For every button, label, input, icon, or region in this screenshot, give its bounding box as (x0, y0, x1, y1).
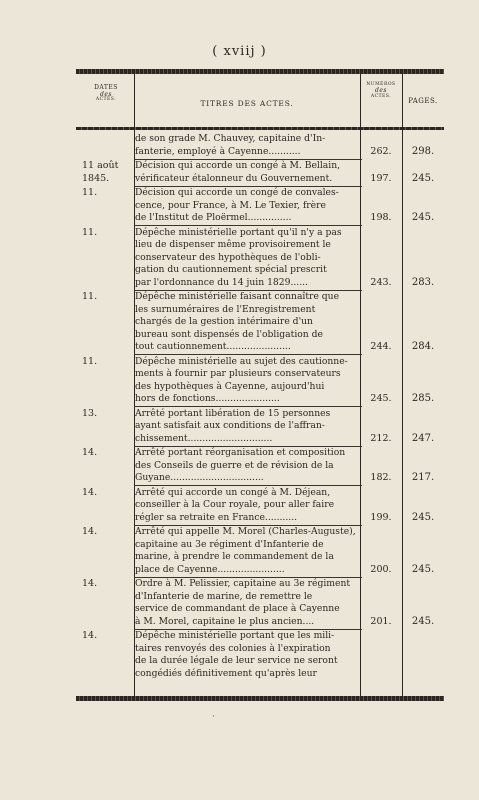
entry-date-line: 11. (82, 226, 98, 238)
table-row (76, 356, 444, 406)
entry-title-line: bureau sont dispensés de l'obligation de (135, 328, 323, 340)
entry-title-line: Dépêche ministérielle au sujet des cautionne- (135, 355, 348, 367)
index-table (76, 69, 444, 703)
entry-title (135, 578, 359, 628)
entry-title-line: service de commandant de place à Cayenne (135, 603, 340, 614)
entry-title (135, 227, 359, 290)
header-numeros-actes: ACTES. (370, 93, 392, 99)
entry-page: 298. (411, 145, 435, 157)
entry-title-line: Dépêche ministérielle portant que les mili- (135, 630, 335, 641)
entry-numero: 212. (370, 432, 392, 444)
bottom-rule (76, 696, 444, 701)
entry-title-line: ayant satisfait aux conditions de l'affran- (135, 420, 325, 431)
header-dates-actes: ACTES. (95, 97, 117, 103)
entry-title-line: d'Infanterie de marine, de remettre le (135, 590, 313, 602)
entry-page: 284. (411, 341, 435, 352)
entry-date-line: 11. (82, 187, 98, 198)
header-titres: TITRES DES ACTES. (200, 99, 294, 108)
entry-title (135, 447, 359, 485)
entry-title-line: Arrêté qui accorde un congé à M. Déjean, (135, 486, 331, 498)
entry-title-line: marine, à prendre le commandement de la (135, 551, 334, 562)
entry-title (135, 160, 359, 185)
entry-title-line: à M. Morel, capitaine le plus ancien.... (135, 615, 315, 627)
header-rule (76, 127, 444, 130)
header-dates-des: des (100, 90, 112, 98)
entry-title-line: régler sa retraite en France........... (135, 511, 298, 523)
entry-title-line: taires renvoyés des colonies à l'expiration (135, 642, 331, 654)
entry-title-line: par l'ordonnance du 14 juin 1829...... (135, 276, 308, 288)
entry-title-line: chissement............................. (135, 432, 273, 444)
entry-title-line: Décision qui accorde un congé à M. Bellain, (135, 160, 341, 171)
entry-title-line: de la durée légale de leur service ne seront (135, 655, 338, 666)
entry-title-line: place de Cayenne....................... (135, 563, 285, 575)
table-row (76, 187, 444, 225)
entry-title-line: Dépêche ministérielle portant qu'il n'y a pas (135, 226, 342, 238)
entry-title-line: Arrêté portant libération de 15 personnes (135, 407, 331, 419)
header-pages: PAGES. (408, 97, 438, 105)
entry-numero: 199. (370, 511, 392, 523)
entry-date (82, 526, 134, 539)
header-numeros-label: NUMÉROS (366, 82, 396, 87)
entry-title-line: gation du cautionnement spécial prescrit (135, 264, 327, 275)
entry-page: 245. (411, 212, 435, 223)
entry-title-line: Ordre à M. Pelissier, capitaine au 3e régiment (135, 578, 351, 589)
table-row (76, 227, 444, 290)
entry-page: 245. (411, 615, 435, 627)
entry-date-line: 14. (82, 526, 98, 537)
entry-date (82, 187, 134, 200)
table-row (76, 291, 444, 354)
entry-title-line: lieu de dispenser même provisoirement le (135, 239, 331, 250)
top-rule (76, 69, 444, 74)
entry-date (82, 630, 134, 643)
entry-title-line: congédiés définitivement qu'après leur (135, 667, 317, 679)
entry-title-line: Arrêté qui appelle M. Morel (Charles-Auguste), (135, 526, 356, 537)
header-dates (80, 85, 132, 103)
entry-date (82, 227, 134, 240)
entry-numero: 201. (370, 615, 392, 627)
entry-title (135, 133, 359, 158)
header-numeros-des: des (375, 86, 387, 94)
table-row (76, 408, 444, 446)
entry-title-line: conservateur des hypothèques de l'obli- (135, 251, 321, 263)
entry-date (82, 291, 134, 304)
table-row (76, 133, 444, 158)
entry-date (82, 487, 134, 500)
entry-numero: 262. (370, 145, 392, 157)
entry-date-line: 14. (82, 578, 98, 589)
table-row (76, 630, 444, 680)
entry-title-line: Décision qui accorde un congé de convales- (135, 187, 339, 198)
entry-title (135, 187, 359, 225)
table-row (76, 447, 444, 485)
entry-title-line: Dépêche ministérielle faisant connaître que (135, 291, 340, 302)
entry-page: 245. (411, 172, 435, 184)
entry-title-line: conseiller à la Cour royale, pour aller faire (135, 499, 335, 510)
header-dates-label: DATES (94, 84, 118, 91)
entry-title-line: de son grade M. Chauvey, capitaine d'In- (135, 133, 326, 144)
entry-date (82, 356, 134, 369)
entry-title-line: de l'Institut de Ploërmel............... (135, 212, 292, 223)
entry-page: 245. (411, 563, 435, 575)
entry-title-line: hors de fonctions...................... (135, 393, 280, 404)
footer-mark: · (212, 712, 215, 722)
entry-date-line: 11. (82, 291, 98, 302)
entry-title-line: capitaine au 3e régiment d'Infanterie de (135, 538, 324, 550)
table-row (76, 487, 444, 525)
entry-date (82, 160, 134, 185)
entry-title-line: chargés de la gestion intérimaire d'un (135, 316, 313, 327)
entry-title (135, 526, 359, 576)
entry-page: 283. (411, 276, 435, 288)
entry-title (135, 630, 359, 680)
entry-title-line: Arrêté portant réorganisation et composition (135, 447, 346, 458)
entry-page: 247. (411, 432, 435, 444)
entry-title-line: vérificateur étalonneur du Gouvernement. (135, 172, 333, 184)
entry-numero: 198. (370, 212, 392, 223)
entry-numero: 244. (370, 341, 392, 352)
entry-title-line: des hypothèques à Cayenne, aujourd'hui (135, 380, 325, 392)
entry-numero: 200. (370, 563, 392, 575)
entry-page: 285. (411, 393, 435, 404)
entry-date (82, 447, 134, 460)
table-row (76, 526, 444, 576)
entry-numero: 182. (370, 472, 392, 483)
entry-title-line: tout cautionnement...................... (135, 341, 291, 352)
entry-page: 245. (411, 511, 435, 523)
entry-title-line: des Conseils de guerre et de révision de la (135, 459, 334, 471)
entry-date-line: 11 août (82, 160, 119, 171)
entry-title-line: ments à fournir par plusieurs conservateurs (135, 368, 341, 379)
entry-date-line: 1845. (82, 172, 110, 184)
entry-page: 217. (411, 472, 435, 483)
entry-title (135, 291, 359, 354)
entry-date (82, 408, 134, 421)
table-row (76, 160, 444, 185)
entry-date-line: 14. (82, 447, 98, 458)
entry-title-line: cence, pour France, à M. Le Texier, frère (135, 199, 326, 211)
entry-title-line: Guyane................................ (135, 472, 264, 483)
entry-title (135, 408, 359, 446)
entry-title-line: les surnuméraires de l'Enregistrement (135, 303, 316, 315)
page-number: ( xviij ) (212, 44, 267, 59)
entry-date-line: 11. (82, 355, 98, 367)
entry-date-line: 14. (82, 486, 98, 498)
entry-title (135, 487, 359, 525)
entry-title-line: fanterie, employé à Cayenne........... (135, 145, 301, 157)
entry-numero: 197. (370, 172, 392, 184)
entry-date (82, 578, 134, 591)
entry-date-line: 14. (82, 630, 98, 641)
header-numeros (361, 83, 401, 99)
entry-numero: 245. (370, 393, 392, 404)
entry-numero: 243. (370, 276, 392, 288)
entry-title (135, 356, 359, 406)
entry-date-line: 13. (82, 407, 98, 419)
table-row (76, 578, 444, 628)
